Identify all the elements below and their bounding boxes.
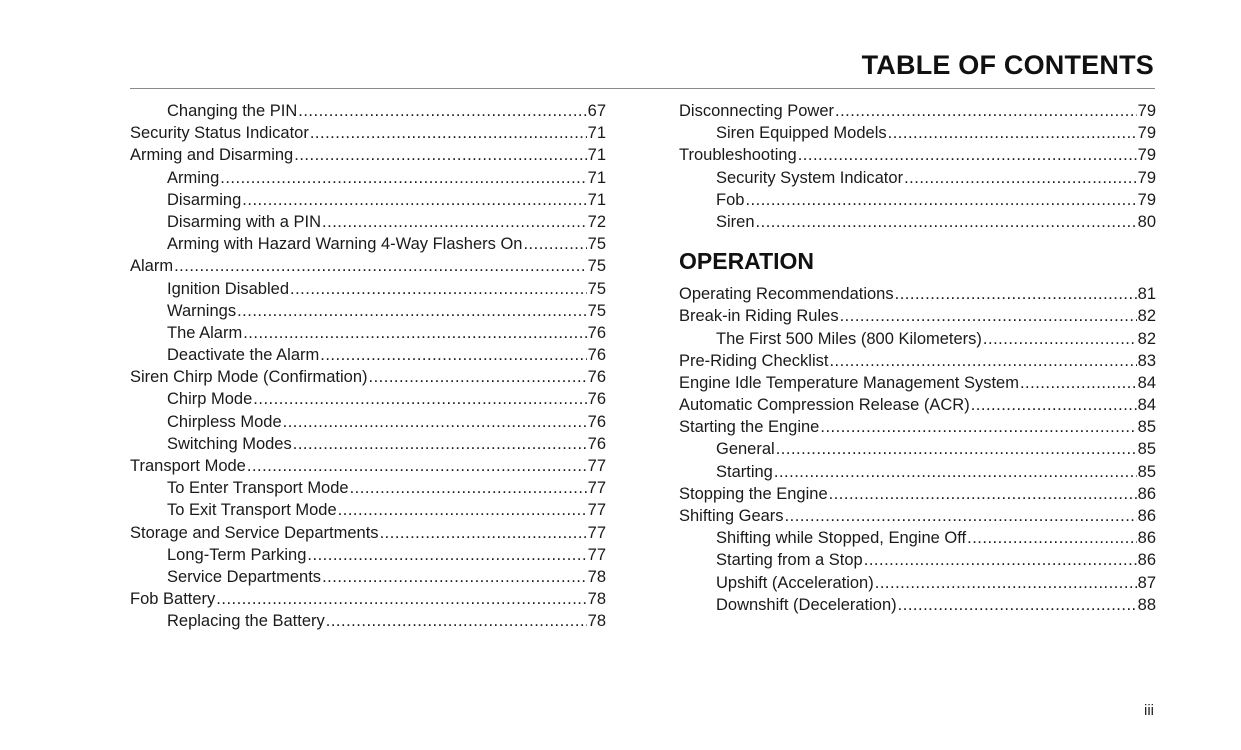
toc-entry[interactable] <box>130 544 606 566</box>
toc-entry[interactable] <box>679 167 1156 189</box>
toc-dot-leader <box>350 477 587 499</box>
toc-entry-title: Break-in Riding Rules <box>679 307 839 326</box>
toc-entry-title: Starting the Engine <box>679 418 820 437</box>
toc-entry-title: Chirpless Mode <box>167 412 282 431</box>
toc-entry-page: 71 <box>587 190 606 209</box>
toc-entry[interactable] <box>130 610 606 632</box>
toc-entry-title: Siren Equipped Models <box>716 124 887 143</box>
toc-entry-title: To Exit Transport Mode <box>167 501 337 520</box>
toc-entry[interactable] <box>130 322 606 344</box>
toc-entry-title: Starting <box>716 462 773 481</box>
toc-entry[interactable] <box>679 211 1156 233</box>
toc-entry-page: 67 <box>587 102 606 120</box>
toc-entry[interactable] <box>130 411 606 433</box>
toc-entry-title: Security System Indicator <box>716 168 904 187</box>
toc-dot-leader <box>247 455 587 477</box>
toc-entry-title: Arming and Disarming <box>130 146 294 165</box>
toc-entry-title: Disarming <box>167 190 242 209</box>
toc-entry[interactable] <box>679 394 1156 416</box>
toc-entry[interactable] <box>679 372 1156 394</box>
toc-dot-leader <box>756 211 1137 233</box>
toc-entry-page: 84 <box>1137 396 1156 415</box>
toc-entry-title: Alarm <box>130 257 174 276</box>
toc-dot-leader <box>798 144 1137 166</box>
toc-right-column <box>679 100 1156 616</box>
toc-entry-title: Fob Battery <box>130 590 216 609</box>
toc-entry-page: 75 <box>587 257 606 276</box>
toc-entry[interactable] <box>679 416 1156 438</box>
toc-dot-leader <box>369 366 587 388</box>
toc-entry-title: Stopping the Engine <box>679 484 828 503</box>
toc-entry-page: 75 <box>587 301 606 320</box>
toc-entry[interactable] <box>130 566 606 588</box>
toc-dot-leader <box>864 549 1137 571</box>
toc-dot-leader <box>293 433 587 455</box>
toc-entry-title: Shifting while Stopped, Engine Off <box>716 529 967 548</box>
toc-entry[interactable] <box>679 527 1156 549</box>
toc-dot-leader <box>888 122 1137 144</box>
toc-dot-leader <box>380 522 587 544</box>
toc-entry-title: Transport Mode <box>130 457 246 475</box>
toc-entry[interactable] <box>679 122 1156 144</box>
toc-entry[interactable] <box>130 144 606 166</box>
toc-entry[interactable] <box>130 122 606 144</box>
toc-entry-title: Security Status Indicator <box>130 124 309 143</box>
toc-dot-leader <box>1020 372 1137 394</box>
toc-entry[interactable] <box>130 189 606 211</box>
toc-entry-page: 76 <box>587 323 606 342</box>
toc-entry-page: 78 <box>587 590 606 609</box>
toc-entry[interactable] <box>130 211 606 233</box>
toc-dot-leader <box>971 394 1137 416</box>
toc-dot-leader <box>904 167 1137 189</box>
toc-entry-page: 85 <box>1137 418 1156 437</box>
section-heading-operation: OPERATION <box>679 248 815 275</box>
toc-entry-title: Arming <box>167 168 220 187</box>
toc-entry-title: Fob <box>716 190 745 209</box>
toc-dot-leader <box>840 305 1137 327</box>
toc-entry-title: Deactivate the Alarm <box>167 346 320 365</box>
toc-entry-page: 77 <box>587 457 606 475</box>
toc-entry-title: Disconnecting Power <box>679 102 834 120</box>
toc-entry-page: 76 <box>587 390 606 409</box>
toc-entry-page: 79 <box>1137 190 1156 209</box>
toc-entry-title: Pre-Riding Checklist <box>679 351 829 370</box>
toc-entry-title: The First 500 Miles (800 Kilometers) <box>716 329 982 348</box>
toc-entry[interactable] <box>679 328 1156 350</box>
toc-entry-page: 86 <box>1137 507 1156 525</box>
toc-entry-page: 82 <box>1137 307 1156 326</box>
toc-entry-page: 78 <box>587 567 606 586</box>
toc-entry-page: 76 <box>587 346 606 365</box>
toc-entry[interactable] <box>679 189 1156 211</box>
toc-entry-page: 83 <box>1137 351 1156 370</box>
toc-dot-leader <box>745 189 1136 211</box>
toc-left-column <box>130 100 606 633</box>
toc-entry-page: 78 <box>587 612 606 631</box>
toc-dot-leader <box>983 328 1137 350</box>
toc-right-top-list <box>679 100 1156 233</box>
toc-entry[interactable] <box>679 594 1156 616</box>
toc-dot-leader <box>216 588 586 610</box>
toc-entry-title: To Enter Transport Mode <box>167 479 349 498</box>
toc-dot-leader <box>290 278 587 300</box>
toc-entry[interactable] <box>679 350 1156 372</box>
toc-entry[interactable] <box>130 233 606 255</box>
toc-entry-page: 79 <box>1137 146 1156 165</box>
toc-dot-leader <box>253 388 586 410</box>
toc-entry-page: 87 <box>1137 573 1156 592</box>
toc-entry-title: Long-Term Parking <box>167 545 307 564</box>
toc-entry-title: Ignition Disabled <box>167 279 289 298</box>
toc-entry[interactable] <box>679 283 1156 305</box>
toc-entry[interactable] <box>679 572 1156 594</box>
toc-dot-leader <box>875 572 1137 594</box>
toc-dot-leader <box>307 544 586 566</box>
toc-dot-leader <box>322 211 587 233</box>
toc-entry-page: 79 <box>1137 102 1156 120</box>
toc-entry[interactable] <box>679 483 1156 505</box>
page-title: TABLE OF CONTENTS <box>861 50 1154 80</box>
toc-dot-leader <box>298 100 586 122</box>
toc-entry-page: 76 <box>587 434 606 453</box>
toc-entry-page: 80 <box>1137 212 1156 231</box>
toc-entry-page: 86 <box>1137 551 1156 570</box>
toc-entry-page: 71 <box>587 168 606 187</box>
toc-entry-title: Warnings <box>167 301 237 320</box>
toc-entry-page: 86 <box>1137 484 1156 503</box>
toc-entry-page: 71 <box>587 146 606 165</box>
toc-entry-page: 77 <box>587 523 606 542</box>
toc-dot-leader <box>242 189 586 211</box>
toc-entry-title: Arming with Hazard Warning 4-Way Flashers On <box>167 235 523 254</box>
toc-entry-title: Upshift (Acceleration) <box>716 573 874 592</box>
toc-entry-page: 88 <box>1137 595 1156 614</box>
toc-entry-title: Siren <box>716 212 755 231</box>
header-divider <box>130 88 1155 89</box>
toc-entry[interactable] <box>130 278 606 300</box>
toc-entry-title: Service Departments <box>167 567 322 586</box>
toc-dot-leader <box>243 322 586 344</box>
toc-dot-leader <box>220 167 586 189</box>
toc-dot-leader <box>898 594 1137 616</box>
toc-entry-page: 82 <box>1137 329 1156 348</box>
toc-dot-leader <box>829 483 1137 505</box>
toc-entry-page: 85 <box>1137 462 1156 481</box>
toc-dot-leader <box>967 527 1137 549</box>
toc-entry[interactable] <box>130 366 606 388</box>
toc-entry-title: Starting from a Stop <box>716 551 863 570</box>
toc-entry-page: 84 <box>1137 373 1156 392</box>
toc-entry[interactable] <box>679 549 1156 571</box>
toc-entry-page: 79 <box>1137 124 1156 143</box>
toc-entry[interactable] <box>130 477 606 499</box>
toc-entry[interactable] <box>679 505 1156 527</box>
toc-entry-title: Troubleshooting <box>679 146 797 165</box>
toc-entry-title: Switching Modes <box>167 434 292 453</box>
toc-entry[interactable] <box>130 388 606 410</box>
toc-dot-leader <box>835 100 1137 122</box>
toc-entry-page: 71 <box>587 124 606 143</box>
toc-entry[interactable] <box>130 167 606 189</box>
toc-entry-page: 75 <box>587 279 606 298</box>
toc-entry-page: 75 <box>587 235 606 254</box>
toc-entry-page: 72 <box>587 212 606 231</box>
toc-dot-leader <box>310 122 587 144</box>
toc-entry-title: Disarming with a PIN <box>167 212 322 231</box>
toc-dot-leader <box>829 350 1136 372</box>
toc-dot-leader <box>283 411 587 433</box>
toc-entry[interactable] <box>679 144 1156 166</box>
toc-dot-leader <box>776 438 1137 460</box>
toc-entry[interactable] <box>679 100 1156 122</box>
toc-entry-page: 76 <box>587 412 606 431</box>
toc-entry-title: Storage and Service Departments <box>130 523 379 542</box>
toc-dot-leader <box>820 416 1136 438</box>
toc-entry-title: Changing the PIN <box>167 102 298 120</box>
toc-dot-leader <box>294 144 586 166</box>
toc-dot-leader <box>774 461 1137 483</box>
toc-entry-page: 86 <box>1137 529 1156 548</box>
page-number: iii <box>1144 702 1154 719</box>
toc-entry-title: Chirp Mode <box>167 390 253 409</box>
toc-entry[interactable] <box>130 588 606 610</box>
toc-entry-title: Downshift (Deceleration) <box>716 595 897 614</box>
toc-entry[interactable] <box>130 300 606 322</box>
toc-entry-title: Replacing the Battery <box>167 612 325 631</box>
toc-entry-title: Operating Recommendations <box>679 285 894 304</box>
toc-entry[interactable] <box>130 344 606 366</box>
toc-entry-page: 77 <box>587 501 606 520</box>
toc-entry-title: Siren Chirp Mode (Confirmation) <box>130 368 368 387</box>
toc-entry-title: Engine Idle Temperature Management System <box>679 373 1019 392</box>
toc-entry-page: 76 <box>587 368 606 387</box>
toc-entry-page: 79 <box>1137 168 1156 187</box>
toc-dot-leader <box>895 283 1137 305</box>
toc-dot-leader <box>237 300 587 322</box>
toc-entry[interactable] <box>679 438 1156 460</box>
toc-dot-leader <box>523 233 586 255</box>
toc-entry[interactable] <box>679 461 1156 483</box>
toc-entry-title: The Alarm <box>167 323 243 342</box>
toc-entry-page: 77 <box>587 479 606 498</box>
toc-entry-title: Automatic Compression Release (ACR) <box>679 396 970 415</box>
toc-entry-title: Shifting Gears <box>679 507 784 525</box>
toc-dot-leader <box>785 505 1137 527</box>
toc-entry[interactable] <box>130 499 606 521</box>
toc-entry-page: 77 <box>587 545 606 564</box>
toc-entry[interactable] <box>130 433 606 455</box>
toc-right-bottom-list <box>679 283 1156 616</box>
toc-entry[interactable] <box>130 522 606 544</box>
toc-dot-leader <box>338 499 587 521</box>
toc-entry[interactable] <box>130 100 606 122</box>
toc-entry-page: 85 <box>1137 440 1156 459</box>
toc-dot-leader <box>322 566 587 588</box>
toc-entry[interactable] <box>130 255 606 277</box>
toc-entry-title: General <box>716 440 775 459</box>
toc-dot-leader <box>320 344 586 366</box>
toc-entry[interactable] <box>679 305 1156 327</box>
toc-entry[interactable] <box>130 455 606 477</box>
toc-entry-page: 81 <box>1137 285 1156 304</box>
toc-dot-leader <box>326 610 587 632</box>
toc-dot-leader <box>174 255 587 277</box>
